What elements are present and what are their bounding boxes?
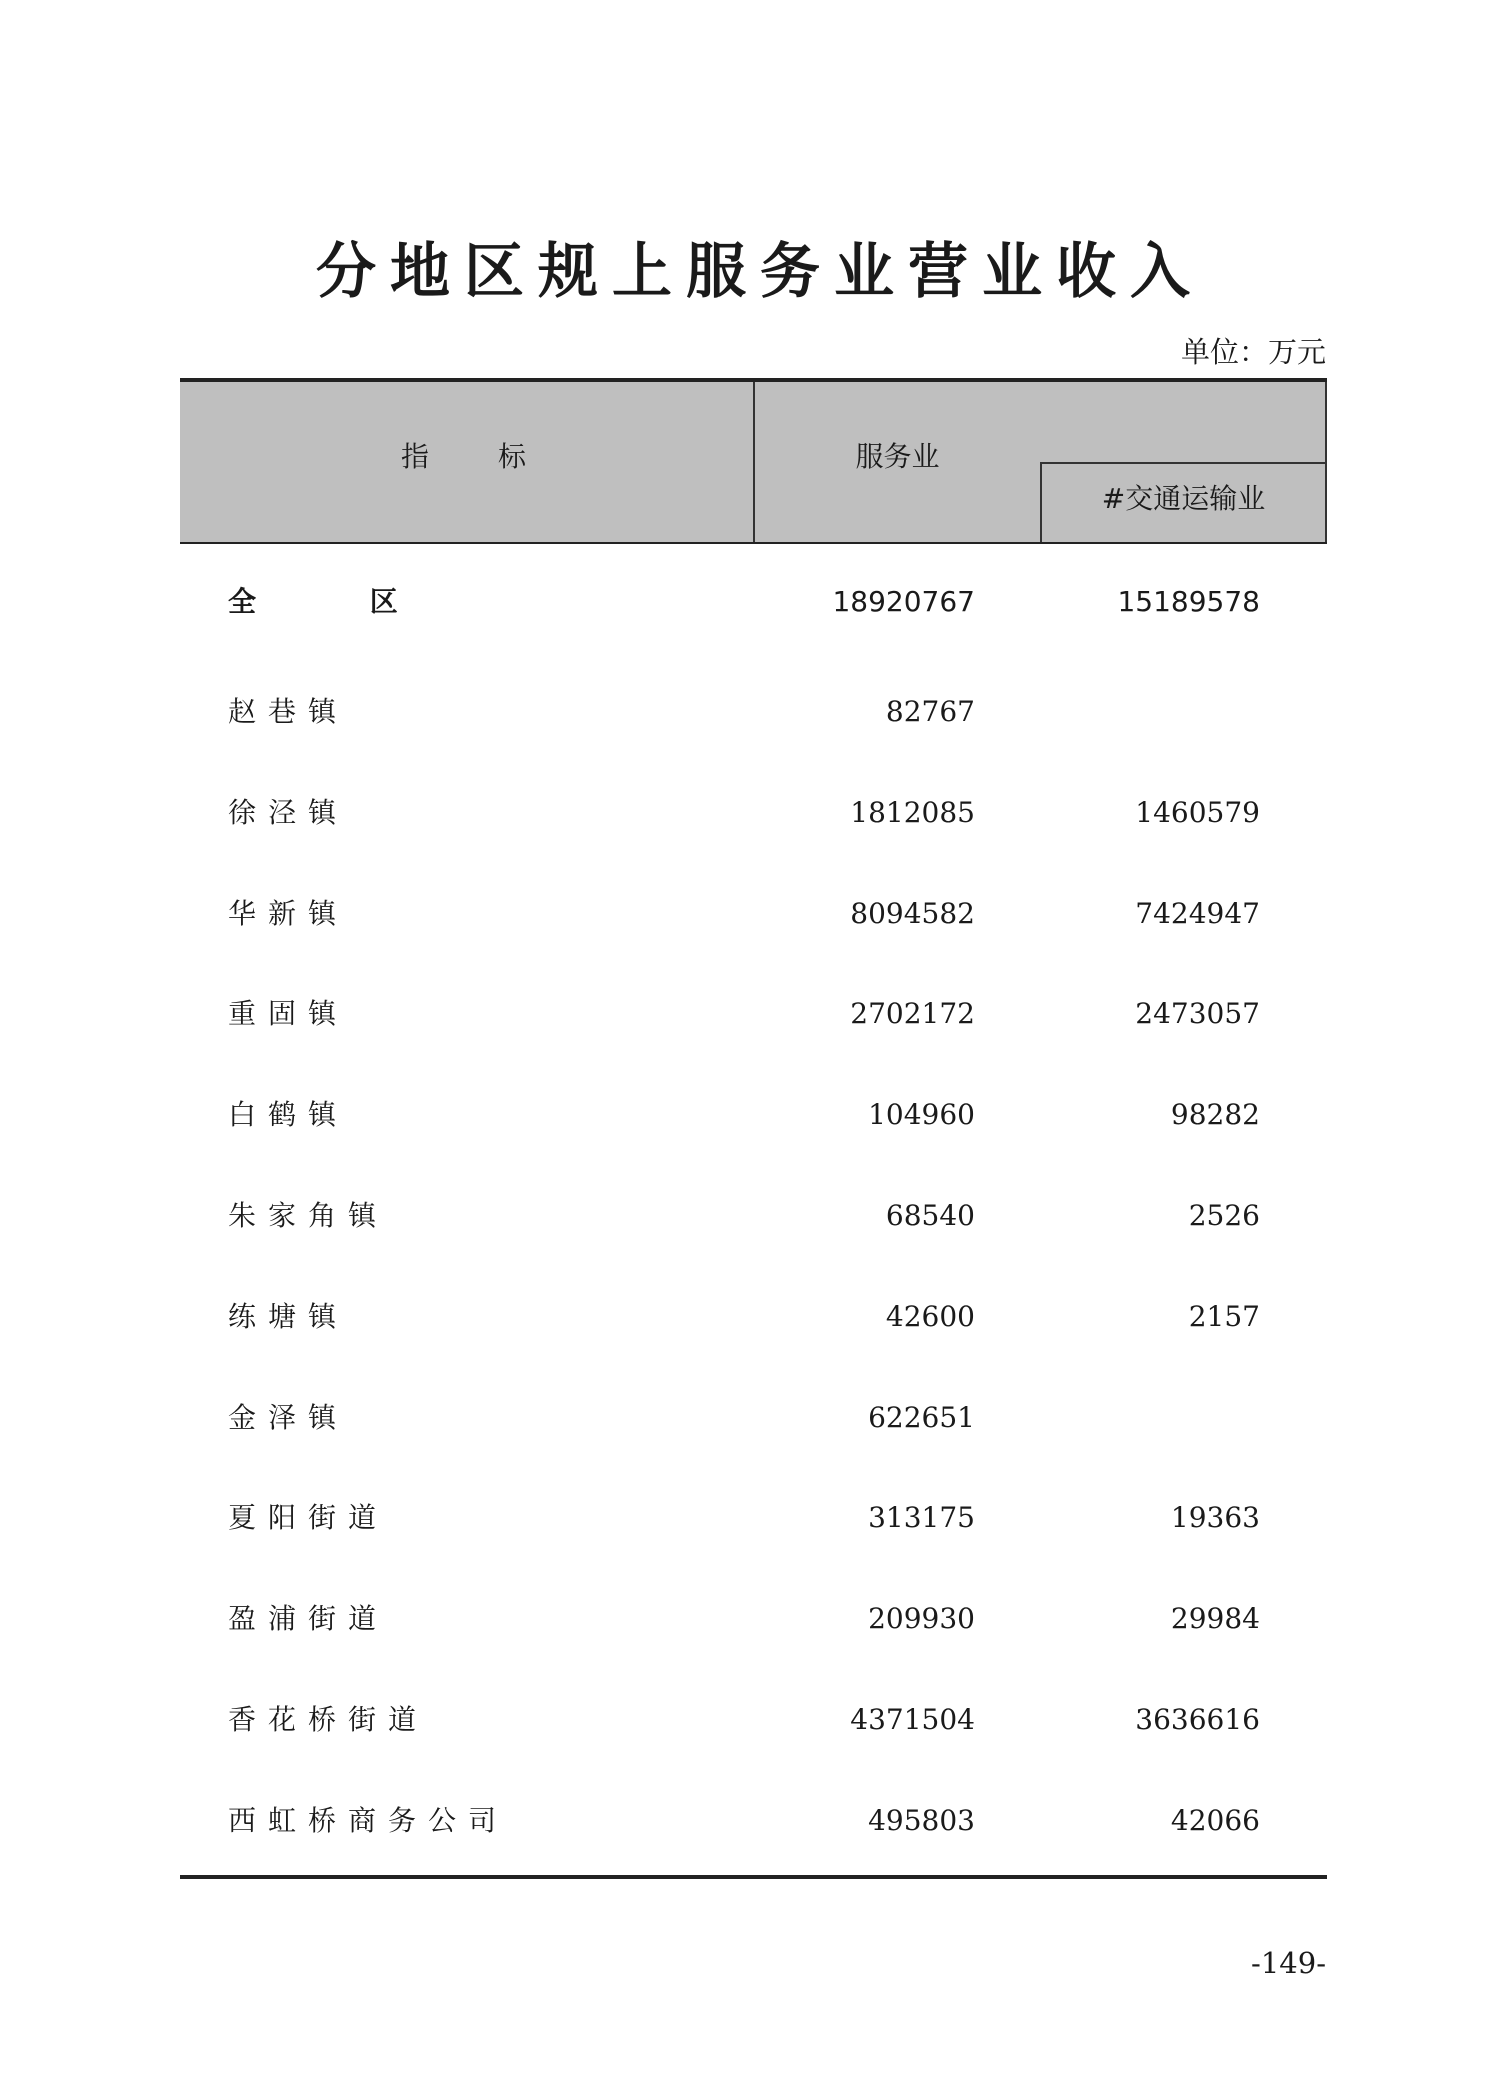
header-transport: #交通运输业 bbox=[1101, 482, 1266, 515]
table-header bbox=[180, 382, 1327, 544]
table-row bbox=[180, 1698, 1327, 1799]
row-service-value: 209930 bbox=[868, 1602, 975, 1636]
row-transport-value: 7424947 bbox=[1135, 896, 1260, 930]
table-row bbox=[180, 1799, 1327, 1900]
table-row bbox=[180, 690, 1327, 791]
row-name: 白鹤镇 bbox=[228, 1098, 349, 1132]
unit-label: 单位：万元 bbox=[1180, 335, 1326, 369]
row-service-value: 4371504 bbox=[850, 1702, 975, 1736]
row-transport-value: 3636616 bbox=[1135, 1702, 1260, 1736]
table-body bbox=[180, 580, 1327, 1900]
table-row bbox=[180, 1093, 1327, 1194]
row-name: 重固镇 bbox=[228, 997, 349, 1031]
row-name: 华新镇 bbox=[228, 896, 349, 930]
row-name: 夏阳街道 bbox=[228, 1501, 389, 1535]
row-service-value: 42600 bbox=[885, 1299, 975, 1333]
row-transport-value: 2473057 bbox=[1135, 997, 1260, 1031]
row-transport-value: 98282 bbox=[1170, 1098, 1260, 1132]
row-transport-value: 15189578 bbox=[1117, 585, 1260, 618]
row-transport-value: 29984 bbox=[1170, 1602, 1260, 1636]
table-row bbox=[180, 791, 1327, 892]
row-name: 赵巷镇 bbox=[228, 695, 349, 728]
row-name: 香花桥街道 bbox=[228, 1702, 429, 1736]
table-row bbox=[180, 1496, 1327, 1597]
header-indicator: 指 标 bbox=[401, 440, 556, 473]
row-service-value: 18920767 bbox=[832, 585, 975, 618]
header-right-edge bbox=[1325, 382, 1327, 464]
row-transport-value: 2526 bbox=[1188, 1198, 1260, 1232]
row-transport-value: 42066 bbox=[1170, 1803, 1260, 1837]
table-row bbox=[180, 992, 1327, 1093]
table-row bbox=[180, 1396, 1327, 1497]
row-name: 朱家角镇 bbox=[228, 1198, 389, 1232]
row-transport-value: 1460579 bbox=[1135, 795, 1260, 829]
page-title: 分地区规上服务业营业收入 bbox=[316, 237, 1204, 307]
row-service-value: 104960 bbox=[868, 1098, 975, 1132]
row-transport-value: 2157 bbox=[1188, 1299, 1260, 1333]
row-service-value: 82767 bbox=[885, 695, 975, 728]
row-service-value: 313175 bbox=[868, 1501, 975, 1535]
row-service-value: 2702172 bbox=[850, 997, 975, 1031]
row-name: 金泽镇 bbox=[228, 1400, 349, 1434]
row-name: 盈浦街道 bbox=[228, 1602, 389, 1636]
row-service-value: 1812085 bbox=[850, 795, 975, 829]
row-service-value: 8094582 bbox=[850, 896, 975, 930]
table-row bbox=[180, 1194, 1327, 1295]
row-name: 西虹桥商务公司 bbox=[228, 1803, 509, 1837]
row-name: 徐泾镇 bbox=[228, 795, 349, 829]
header-service: 服务业 bbox=[855, 440, 940, 473]
table-row bbox=[180, 1295, 1327, 1396]
row-service-value: 68540 bbox=[885, 1198, 975, 1232]
row-name: 练塘镇 bbox=[228, 1299, 349, 1333]
table-row bbox=[180, 1597, 1327, 1698]
row-service-value: 495803 bbox=[868, 1803, 975, 1837]
row-name: 全 区 bbox=[228, 585, 450, 618]
page-number: -149- bbox=[1251, 1946, 1326, 1980]
table-bottom-rule bbox=[180, 1875, 1327, 1879]
table-row bbox=[180, 892, 1327, 993]
row-service-value: 622651 bbox=[868, 1400, 975, 1434]
row-transport-value: 19363 bbox=[1170, 1501, 1260, 1535]
table-row-total bbox=[180, 580, 1327, 690]
